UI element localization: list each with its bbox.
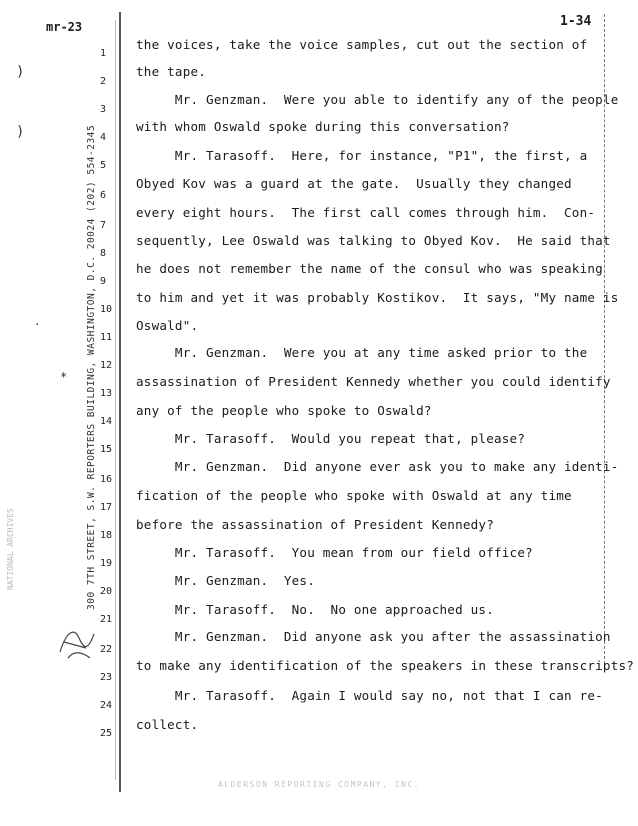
- line-number: 21: [100, 614, 113, 625]
- line-number: 17: [100, 502, 113, 513]
- line-number: 5: [100, 160, 107, 171]
- line-number: 12: [100, 360, 113, 371]
- transcript-line: Mr. Genzman. Did anyone ever ask you to make any identi-: [136, 459, 619, 474]
- right-margin-rule: [604, 14, 606, 664]
- transcript-line: collect.: [136, 717, 199, 732]
- transcript-line: Mr. Genzman. Did anyone ask you after the assassination: [136, 629, 611, 644]
- line-number: 9: [100, 276, 107, 287]
- line-number: 19: [100, 558, 113, 569]
- line-number: 18: [100, 530, 113, 541]
- transcript-line: before the assassination of President Kennedy?: [136, 517, 494, 532]
- transcript-line: Oswald".: [136, 318, 199, 333]
- transcript-line: Obyed Kov was a guard at the gate. Usually they changed: [136, 176, 572, 191]
- line-number: 20: [100, 586, 113, 597]
- transcript-line: to him and yet it was probably Kostikov. It says, "My name is: [136, 290, 619, 305]
- page-number: 1-34: [560, 14, 592, 29]
- transcript-line: he does not remember the name of the consul who was speaking: [136, 261, 603, 276]
- line-number: 13: [100, 388, 113, 399]
- left-margin-rule-secondary: [115, 20, 116, 780]
- line-number: 23: [100, 672, 113, 683]
- line-number: 10: [100, 304, 113, 315]
- archive-stamp: NATIONAL ARCHIVES: [6, 508, 15, 590]
- line-number: 16: [100, 474, 113, 485]
- line-number: 24: [100, 700, 113, 711]
- transcript-line: Mr. Tarasoff. Again I would say no, not that I can re-: [136, 688, 603, 703]
- transcript-line: fication of the people who spoke with Oswald at any time: [136, 488, 572, 503]
- line-number: 2: [100, 76, 107, 87]
- transcript-line: Mr. Genzman. Were you able to identify any of the people: [136, 92, 619, 107]
- transcript-line: sequently, Lee Oswald was talking to Obyed Kov. He said that: [136, 233, 611, 248]
- transcript-line: Mr. Tarasoff. You mean from our field office?: [136, 545, 533, 560]
- line-number: 6: [100, 190, 107, 201]
- transcript-line: Mr. Genzman. Were you at any time asked prior to the: [136, 345, 588, 360]
- transcript-line: the tape.: [136, 64, 207, 79]
- reporting-company-footer: ALDERSON REPORTING COMPANY, INC.: [217, 780, 421, 789]
- line-number: 4: [100, 132, 107, 143]
- transcript-line: any of the people who spoke to Oswald?: [136, 403, 432, 418]
- scan-speck: ·: [34, 318, 41, 331]
- left-margin-rule: [119, 12, 121, 792]
- reporter-address: 300 7TH STREET, S.W. REPORTERS BUILDING, WASHINGTON, D.C. 20024 (202) 554-2345: [86, 124, 97, 610]
- transcript-line: Mr. Genzman. Yes.: [136, 573, 315, 588]
- transcript-line: with whom Oswald spoke during this conversation?: [136, 119, 510, 134]
- line-number: 7: [100, 220, 107, 231]
- line-number: 8: [100, 248, 107, 259]
- paren-mark: ): [16, 64, 25, 80]
- line-number: 14: [100, 416, 113, 427]
- transcript-line: the voices, take the voice samples, cut out the section of: [136, 37, 588, 52]
- handwritten-scribble-icon: [56, 622, 98, 668]
- transcript-line: Mr. Tarasoff. Here, for instance, "P1", the first, a: [136, 148, 588, 163]
- scan-speck: *: [60, 370, 68, 384]
- line-number: 22: [100, 644, 113, 655]
- transcript-line: Mr. Tarasoff. No. No one approached us.: [136, 602, 494, 617]
- transcript-line: to make any identification of the speakers in these transcripts?: [136, 658, 635, 673]
- line-number: 3: [100, 104, 107, 115]
- line-number: 1: [100, 48, 107, 59]
- transcript-line: assassination of President Kennedy whether you could identify: [136, 374, 611, 389]
- transcript-line: every eight hours. The first call comes through him. Con-: [136, 205, 596, 220]
- paren-mark: ): [16, 124, 25, 140]
- line-number: 15: [100, 444, 113, 455]
- line-number: 25: [100, 728, 113, 739]
- line-number: 11: [100, 332, 113, 343]
- page-code: mr-23: [46, 20, 83, 34]
- transcript-line: Mr. Tarasoff. Would you repeat that, please?: [136, 431, 526, 446]
